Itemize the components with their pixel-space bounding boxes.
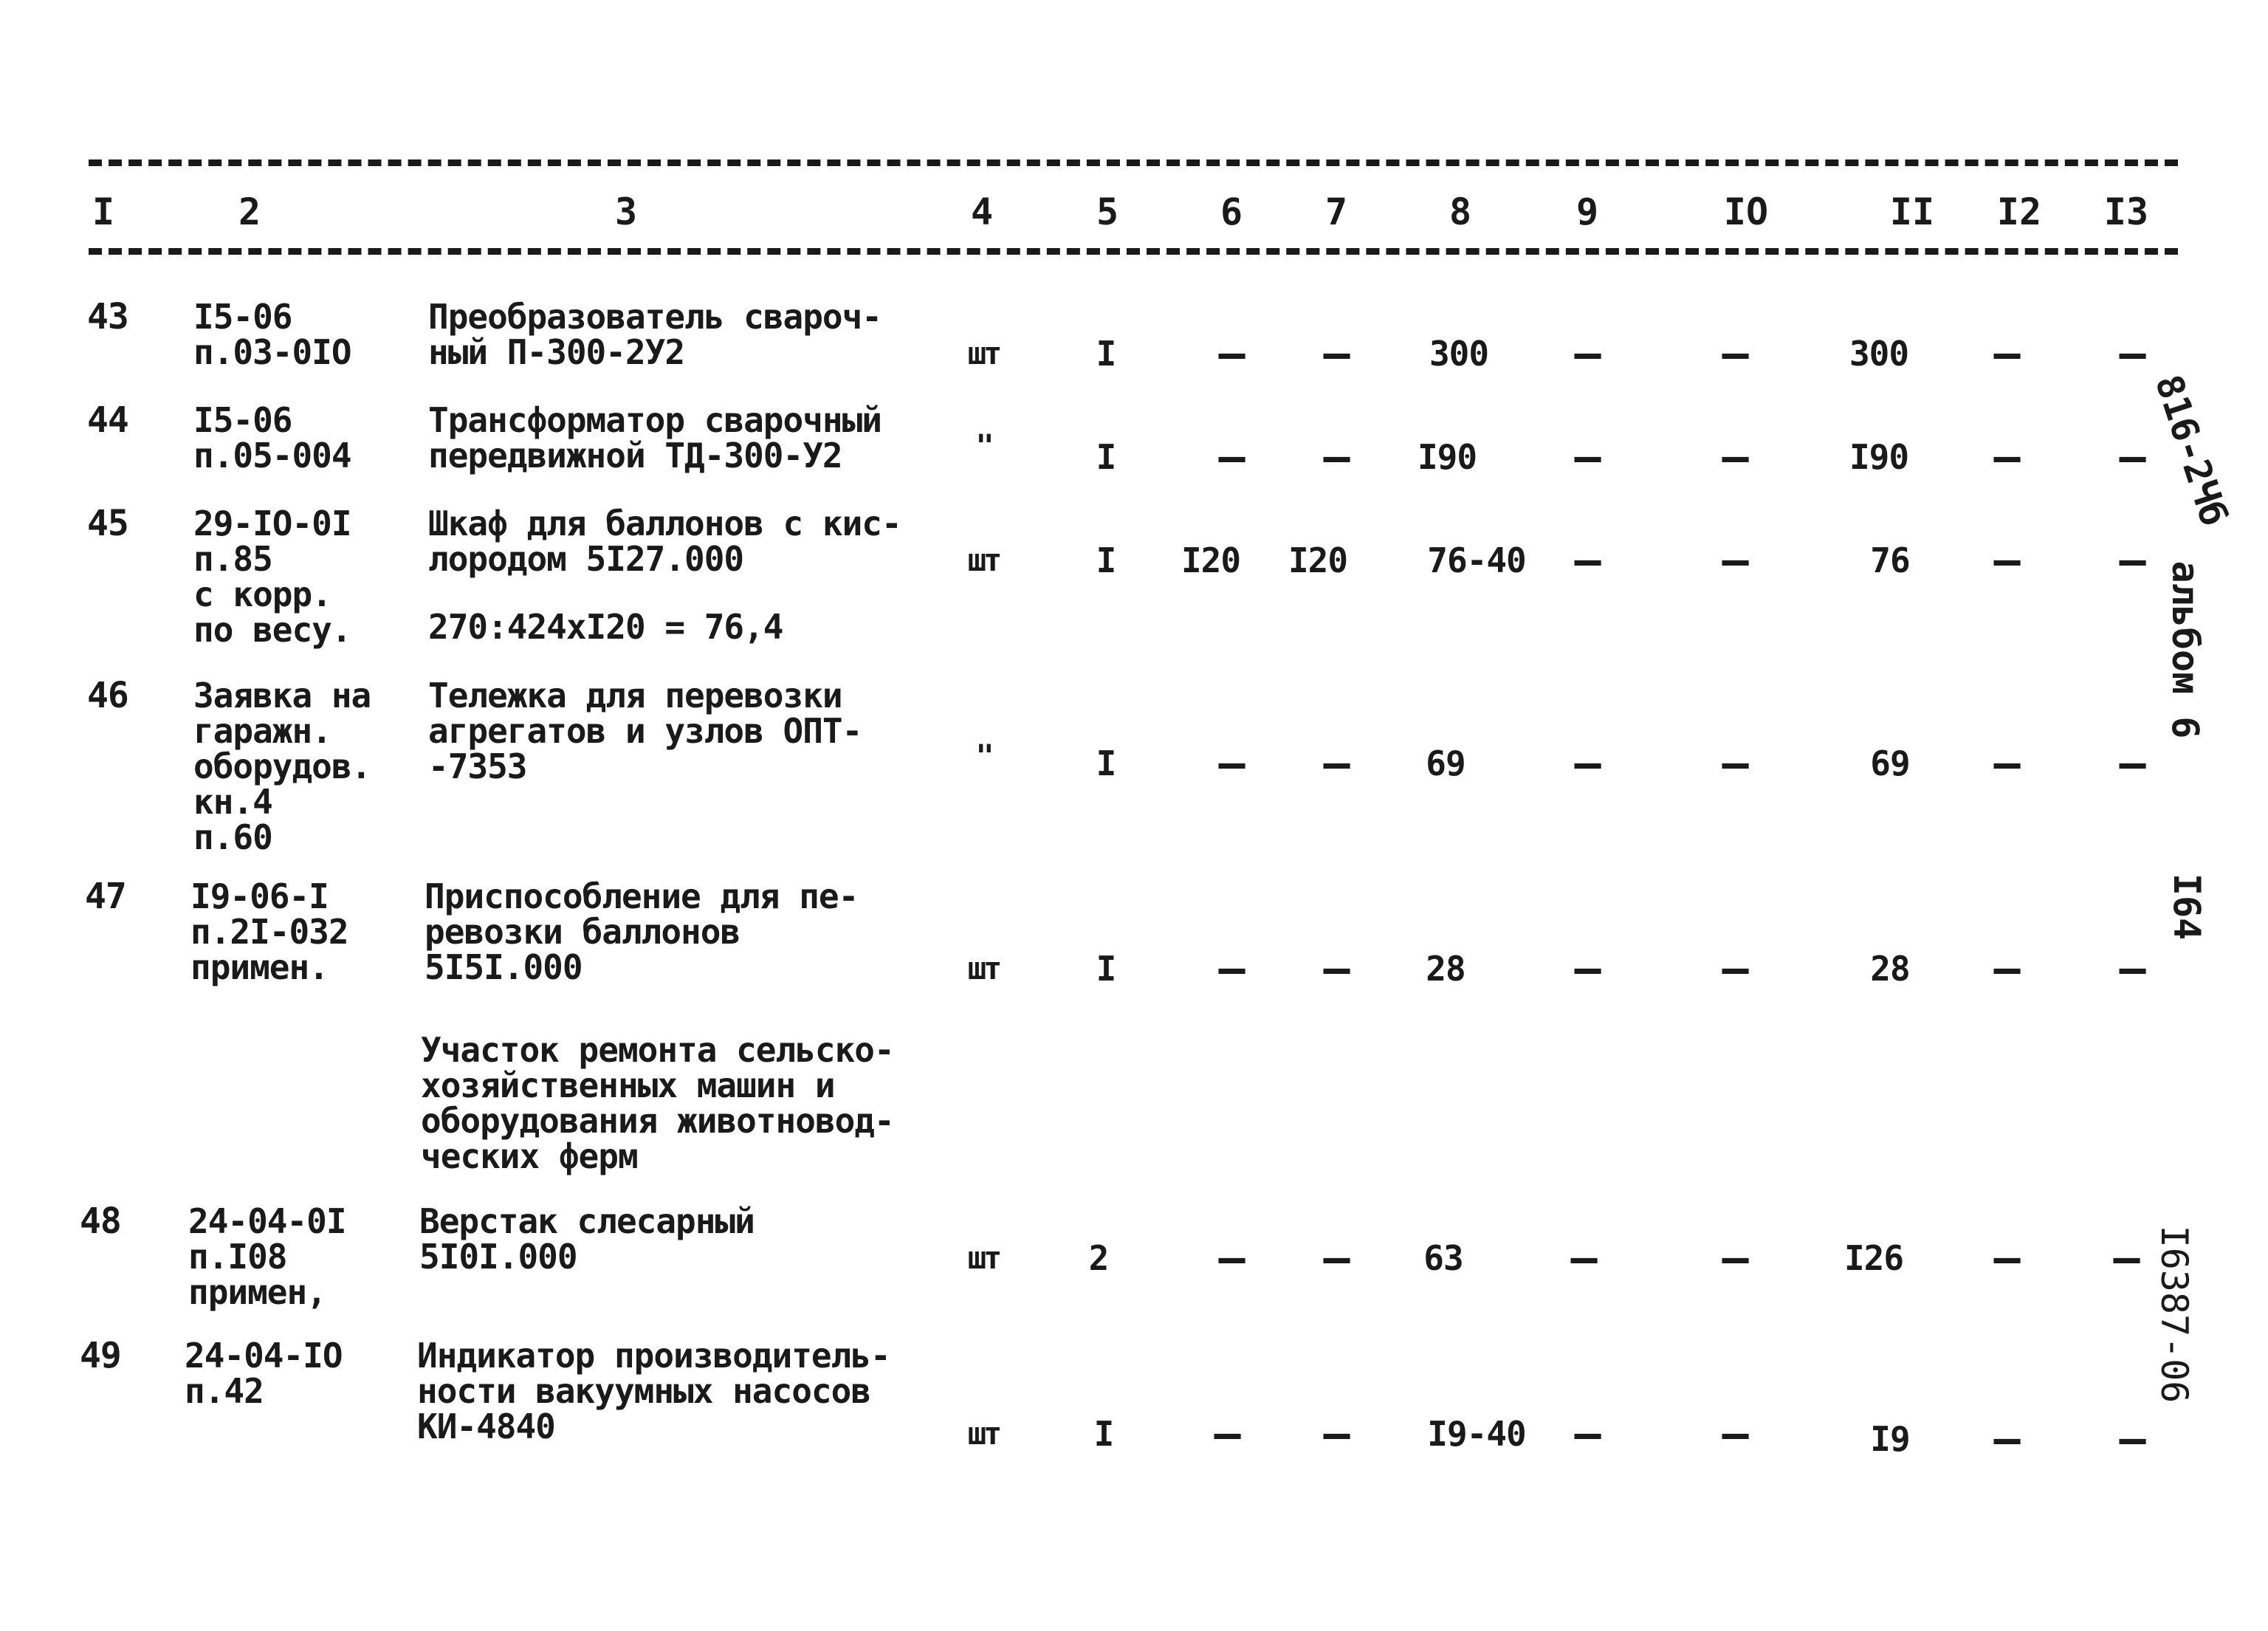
- row-col12: –: [1993, 535, 2020, 586]
- row-col12: –: [1993, 1413, 2020, 1465]
- row-unit: шт: [967, 542, 1000, 578]
- margin-album: альбом 6: [2164, 560, 2207, 739]
- row-code: I5-06 п.05-004: [193, 400, 351, 475]
- row-name: Индикатор производитель- ности вакуумных насосов КИ-4840: [417, 1336, 890, 1446]
- row-col6: –: [1218, 1232, 1245, 1284]
- col-header-5: 5: [1096, 190, 1119, 233]
- row-col12: –: [1993, 431, 2020, 483]
- row-col9: –: [1574, 943, 1601, 995]
- row-qty: I: [1096, 437, 1116, 477]
- row-col12: –: [1993, 1232, 2020, 1284]
- row-col11: I26: [1843, 1238, 1904, 1278]
- row-col13: –: [2113, 1232, 2140, 1284]
- section-heading: Участок ремонта сельско- хозяйственных машин и оборудования животновод- ческих ферм: [421, 1030, 894, 1176]
- row-qty: I: [1096, 744, 1116, 783]
- col-header-10: IO: [1723, 190, 1769, 233]
- row-col6: –: [1218, 431, 1245, 483]
- row-unit: шт: [967, 1415, 1000, 1452]
- row-number: 49: [80, 1335, 121, 1376]
- row-col8: 69: [1426, 744, 1465, 783]
- row-col7: –: [1323, 943, 1350, 995]
- row-col8: 28: [1426, 949, 1465, 989]
- row-col12: –: [1993, 328, 2020, 380]
- col-header-4: 4: [970, 190, 994, 233]
- row-col11: I90: [1849, 437, 1909, 477]
- row-name: Трансформатор сварочный передвижной ТД-300-У2: [428, 400, 882, 475]
- col-header-2: 2: [238, 190, 261, 233]
- row-col10: –: [1722, 535, 1748, 586]
- row-col8: 76-40: [1427, 540, 1526, 580]
- row-name: Тележка для перевозки агрегатов и узлов ОПТ- -7353: [428, 676, 862, 786]
- row-qty: I: [1096, 949, 1116, 989]
- row-col11: 300: [1849, 334, 1909, 374]
- row-col7: –: [1323, 1232, 1350, 1284]
- col-header-9: 9: [1575, 190, 1599, 233]
- col-header-1: I: [92, 190, 115, 233]
- col-header-8: 8: [1449, 190, 1472, 233]
- row-col11: I9: [1870, 1419, 1910, 1459]
- row-col12: –: [1993, 738, 2020, 789]
- row-col9: –: [1574, 431, 1601, 483]
- margin-inventory-number: I6387-06: [2153, 1225, 2196, 1404]
- row-col6: I20: [1181, 540, 1241, 580]
- row-name: Приспособление для пе- ревозки баллонов 5I5I.000: [425, 876, 859, 987]
- row-unit: шт: [967, 1240, 1000, 1276]
- col-header-7: 7: [1324, 190, 1348, 233]
- margin-doc-code: 816-2Чб: [2146, 369, 2236, 532]
- row-code: I5-06 п.03-0IO: [193, 297, 351, 372]
- row-number: 47: [85, 876, 126, 917]
- row-qty: I: [1096, 334, 1116, 374]
- row-col10: –: [1722, 431, 1748, 483]
- row-number: 44: [87, 399, 128, 441]
- row-col8: I90: [1417, 437, 1477, 477]
- row-col9: –: [1570, 1232, 1597, 1284]
- row-col7: –: [1323, 328, 1350, 380]
- row-col6: –: [1218, 738, 1245, 789]
- margin-page-number: I64: [2165, 873, 2208, 941]
- row-col9: –: [1574, 328, 1601, 380]
- row-col10: –: [1722, 943, 1748, 995]
- row-col10: –: [1722, 328, 1748, 380]
- row-number: 43: [87, 296, 128, 337]
- row-col8: 63: [1423, 1238, 1463, 1278]
- row-col6: –: [1218, 943, 1245, 995]
- row-col11: 28: [1870, 949, 1910, 989]
- row-code: 24-04-0I п.I08 примен,: [188, 1201, 346, 1312]
- header-top-rule: [89, 159, 2178, 166]
- row-number: 45: [87, 503, 128, 544]
- row-col6: –: [1214, 1408, 1240, 1460]
- row-col8: I9-40: [1427, 1414, 1526, 1454]
- row-col9: –: [1574, 1408, 1601, 1460]
- row-col10: –: [1722, 1232, 1748, 1284]
- row-col13: –: [2119, 943, 2145, 995]
- row-code: 29-IO-0I п.85 с корр. по весу.: [193, 504, 351, 650]
- row-col12: –: [1993, 943, 2020, 995]
- row-number: 48: [80, 1201, 121, 1242]
- col-header-3: 3: [614, 190, 638, 233]
- row-name: Шкаф для баллонов с кис- лородом 5I27.000: [428, 504, 901, 579]
- row-qty: I: [1093, 1414, 1114, 1454]
- col-header-12: I2: [1996, 190, 2042, 233]
- row-col7: –: [1323, 1408, 1350, 1460]
- row-col6: –: [1218, 328, 1245, 380]
- col-header-11: II: [1889, 190, 1935, 233]
- row-code: 24-04-IO п.42: [185, 1336, 343, 1411]
- row-qty: 2: [1088, 1238, 1109, 1278]
- row-col11: 69: [1870, 744, 1910, 783]
- row-code: I9-06-I п.2I-032 примен.: [190, 876, 348, 987]
- row-code: Заявка на гаражн. оборудов. кн.4 п.60: [193, 676, 371, 857]
- row-col13: –: [2119, 738, 2145, 789]
- row-qty: I: [1096, 540, 1116, 580]
- row-unit: шт: [967, 335, 1000, 371]
- header-bottom-rule: [89, 248, 2178, 255]
- row-name: Верстак слесарный 5I0I.000: [419, 1201, 755, 1277]
- row-col10: –: [1722, 1408, 1748, 1460]
- row-col7: I20: [1288, 540, 1348, 580]
- row-col7: –: [1323, 738, 1350, 789]
- row-col8: 300: [1429, 334, 1489, 374]
- col-header-13: I3: [2103, 190, 2149, 233]
- row-col7: –: [1323, 431, 1350, 483]
- row-col9: –: [1574, 738, 1601, 789]
- row-col11: 76: [1870, 540, 1910, 580]
- col-header-6: 6: [1220, 190, 1243, 233]
- row-name: Преобразователь свароч- ный П-300-2У2: [428, 297, 882, 372]
- row-unit: ": [975, 428, 992, 464]
- row-number: 46: [87, 675, 128, 716]
- row-col13: –: [2119, 535, 2145, 586]
- row-col13: –: [2119, 328, 2145, 380]
- row-col9: –: [1574, 535, 1601, 586]
- row-col10: –: [1722, 738, 1748, 789]
- row-unit: шт: [967, 950, 1000, 986]
- row-col13: –: [2119, 431, 2145, 483]
- row-col13: –: [2119, 1413, 2145, 1465]
- row-calculation: 270:424хI20 = 76,4: [428, 607, 783, 647]
- row-unit: ": [975, 738, 992, 774]
